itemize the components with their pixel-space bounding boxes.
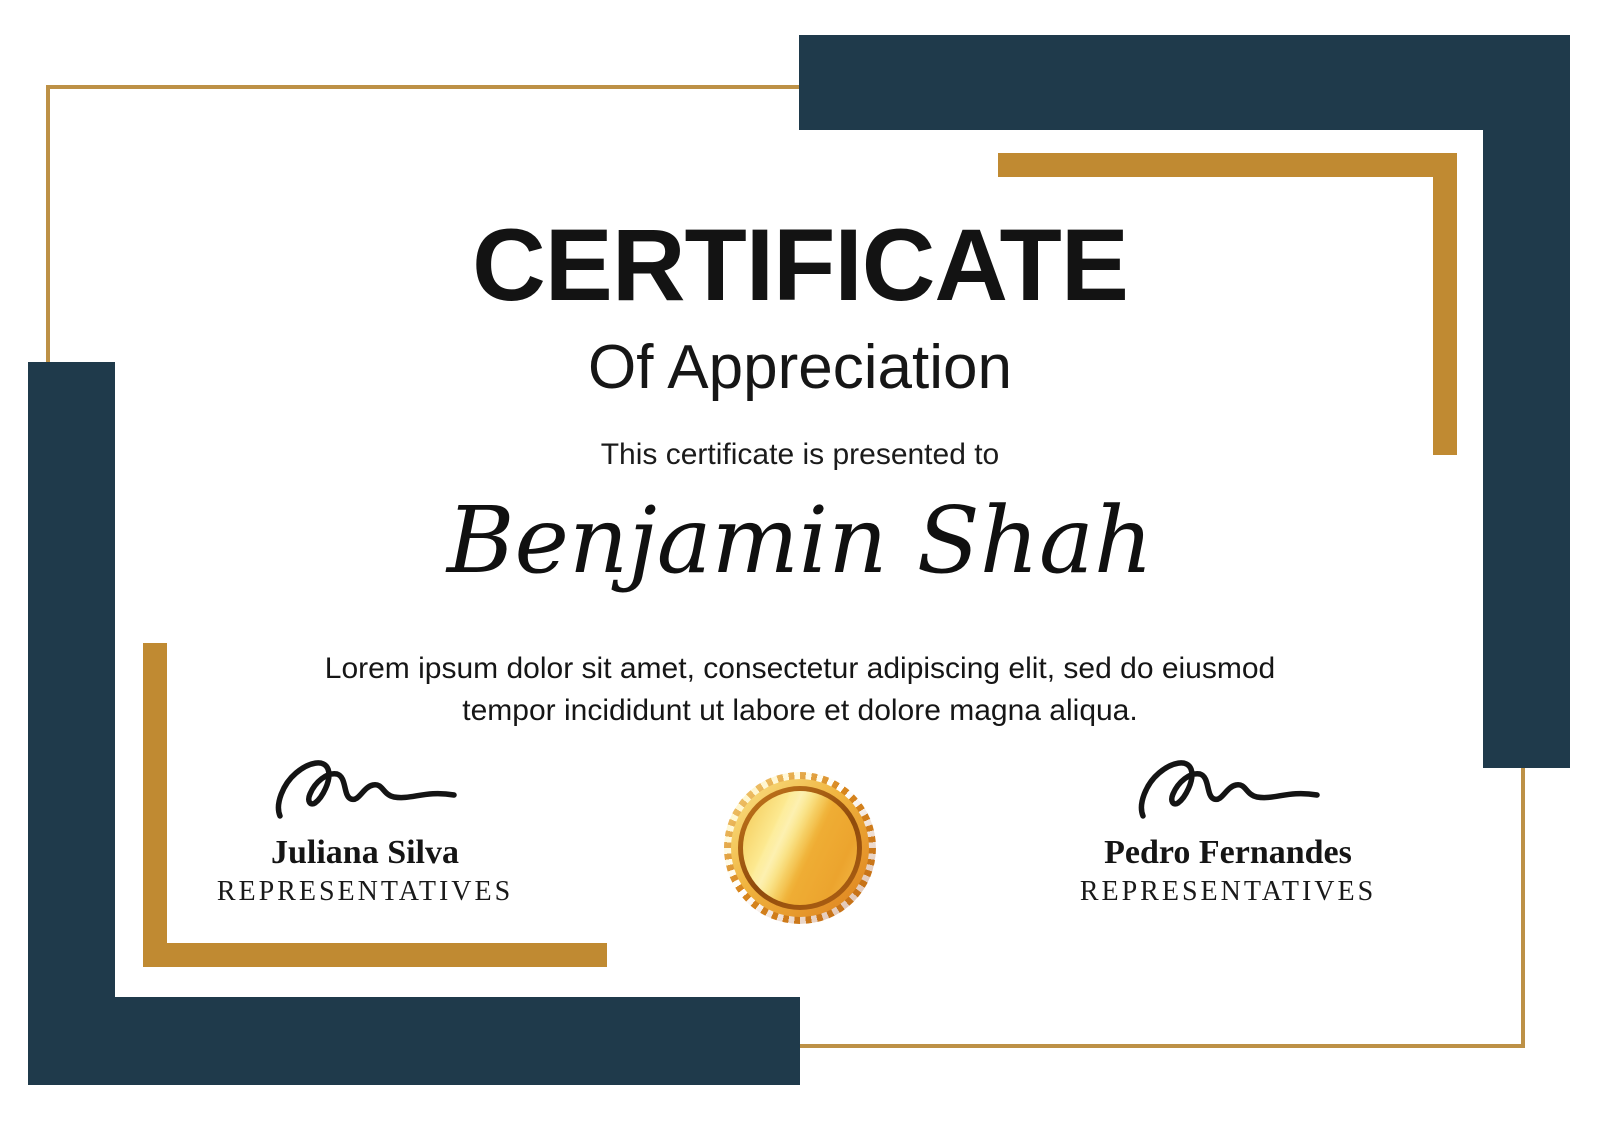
certificate-subtitle: Of Appreciation: [588, 333, 1012, 402]
signature-squiggle-icon: [1133, 752, 1323, 824]
signature-block-left: [155, 752, 575, 909]
signatory-role: REPRESENTATIVES: [216, 876, 514, 908]
signature-block-right: [1018, 752, 1438, 909]
body-text-line-1: Lorem ipsum dolor sit amet, consectetur adipiscing elit, sed do eiusmod: [324, 652, 1276, 685]
signatory-role: REPRESENTATIVES: [1079, 876, 1377, 908]
body-text: [0, 648, 1600, 732]
signatory-name: Juliana Silva: [270, 834, 459, 871]
recipient-name: Benjamin Shah: [446, 487, 1154, 594]
body-text-line-2: tempor incididunt ut labore et dolore magna aliqua.: [462, 694, 1138, 727]
seal-gloss-highlight: [743, 791, 857, 905]
presented-line: This certificate is presented to: [600, 438, 1000, 471]
gold-seal-icon: [724, 772, 876, 924]
signatory-name: Pedro Fernandes: [1104, 834, 1352, 871]
navy-corner-top-band: [799, 35, 1570, 130]
certificate-title: CERTIFICATE: [472, 208, 1128, 322]
navy-corner-bottom-band: [115, 997, 800, 1085]
signature-squiggle-icon: [270, 752, 460, 824]
gold-corner-top-right-horizontal: [998, 153, 1457, 177]
gold-corner-bottom-left-horizontal: [143, 943, 607, 967]
